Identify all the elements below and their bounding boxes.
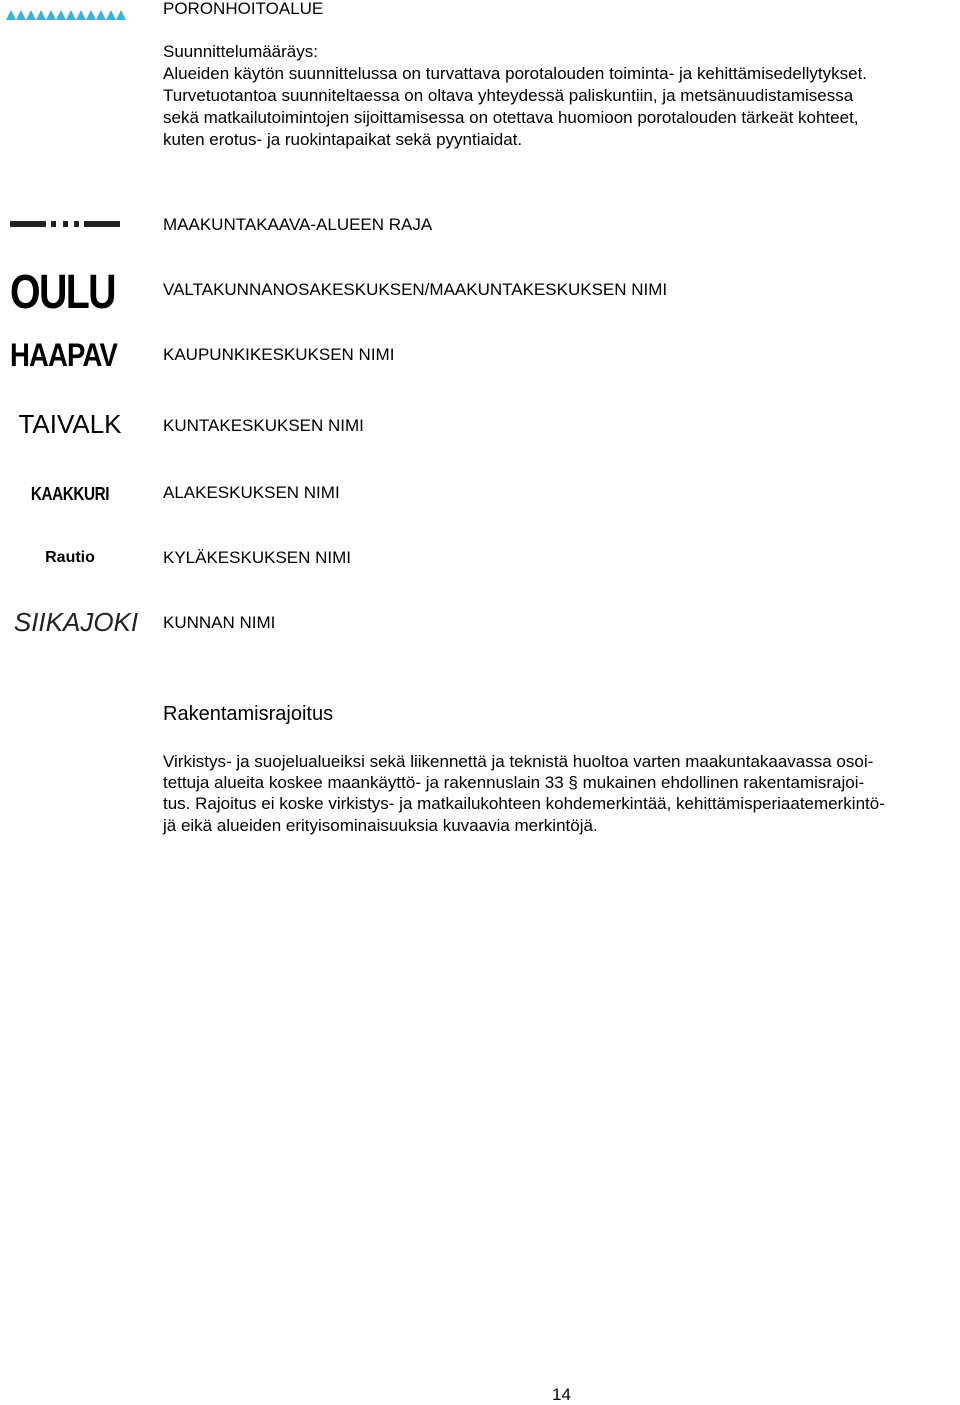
legend-symbol-taivalk: TAIVALK xyxy=(18,408,122,439)
regulation-label: Suunnittelumääräys: xyxy=(163,42,318,61)
page-number: 14 xyxy=(552,1385,571,1404)
regulation-line: Turvetuotantoa suunniteltaessa on oltava yhteydessä paliskuntiin, ja metsänuudistamisessa xyxy=(163,86,854,105)
legend-symbol-haapav: HAAPAV xyxy=(10,336,117,373)
restriction-line: tettuja alueita koskee maankäyttö- ja rakennuslain 33 § mukainen ehdollinen rakentamisrajoi- xyxy=(163,773,865,792)
regulation-line: kuten erotus- ja ruokintapaikat sekä pyyntiaidat. xyxy=(163,130,523,149)
reindeer-area-symbol xyxy=(6,9,128,21)
boundary-line-symbol xyxy=(10,219,120,229)
restriction-line: jä eikä alueiden erityisominaisuuksia kuvaavia merkintöjä. xyxy=(163,816,598,835)
regulation-line: sekä matkailutoimintojen sijoittamisessa on otettava huomioon porotalouden tärkeät kohteet, xyxy=(163,108,859,127)
legend-symbol-oulu: OULU xyxy=(10,265,115,319)
legend-label-village-centre: KYLÄKESKUKSEN NIMI xyxy=(163,548,352,567)
legend-label-municipality: KUNNAN NIMI xyxy=(163,613,276,632)
restriction-title: Rakentamisrajoitus xyxy=(163,703,334,725)
legend-label-municipal-centre: KUNTAKESKUKSEN NIMI xyxy=(163,416,364,435)
restriction-line: tus. Rajoitus ei koske virkistys- ja matkailukohteen kohdemerkintää, kehittämisperiaatemerkintö- xyxy=(163,794,885,813)
restriction-line: Virkistys- ja suojelualueiksi sekä liikennettä ja teknistä huoltoa varten maakuntakaavassa osoi- xyxy=(163,752,874,771)
legend-symbol-siikajoki: SIIKAJOKI xyxy=(13,606,139,637)
legend-label-subcentre: ALAKESKUKSEN NIMI xyxy=(163,483,340,502)
regulation-line: Alueiden käytön suunnittelussa on turvattava porotalouden toiminta- ja kehittämisedellytykset. xyxy=(163,64,868,83)
legend-symbol-kaakkuri: KAAKKURI xyxy=(30,483,110,504)
section-title: PORONHOITOALUE xyxy=(163,0,324,18)
legend-symbol-rautio: Rautio xyxy=(45,549,95,566)
legend-label-boundary: MAAKUNTAKAAVA-ALUEEN RAJA xyxy=(163,215,433,234)
legend-label-regional-centre: VALTAKUNNANOSAKESKUKSEN/MAAKUNTAKESKUKSEN NIMI xyxy=(163,280,668,299)
legend-label-town-centre: KAUPUNKIKESKUKSEN NIMI xyxy=(163,345,395,364)
